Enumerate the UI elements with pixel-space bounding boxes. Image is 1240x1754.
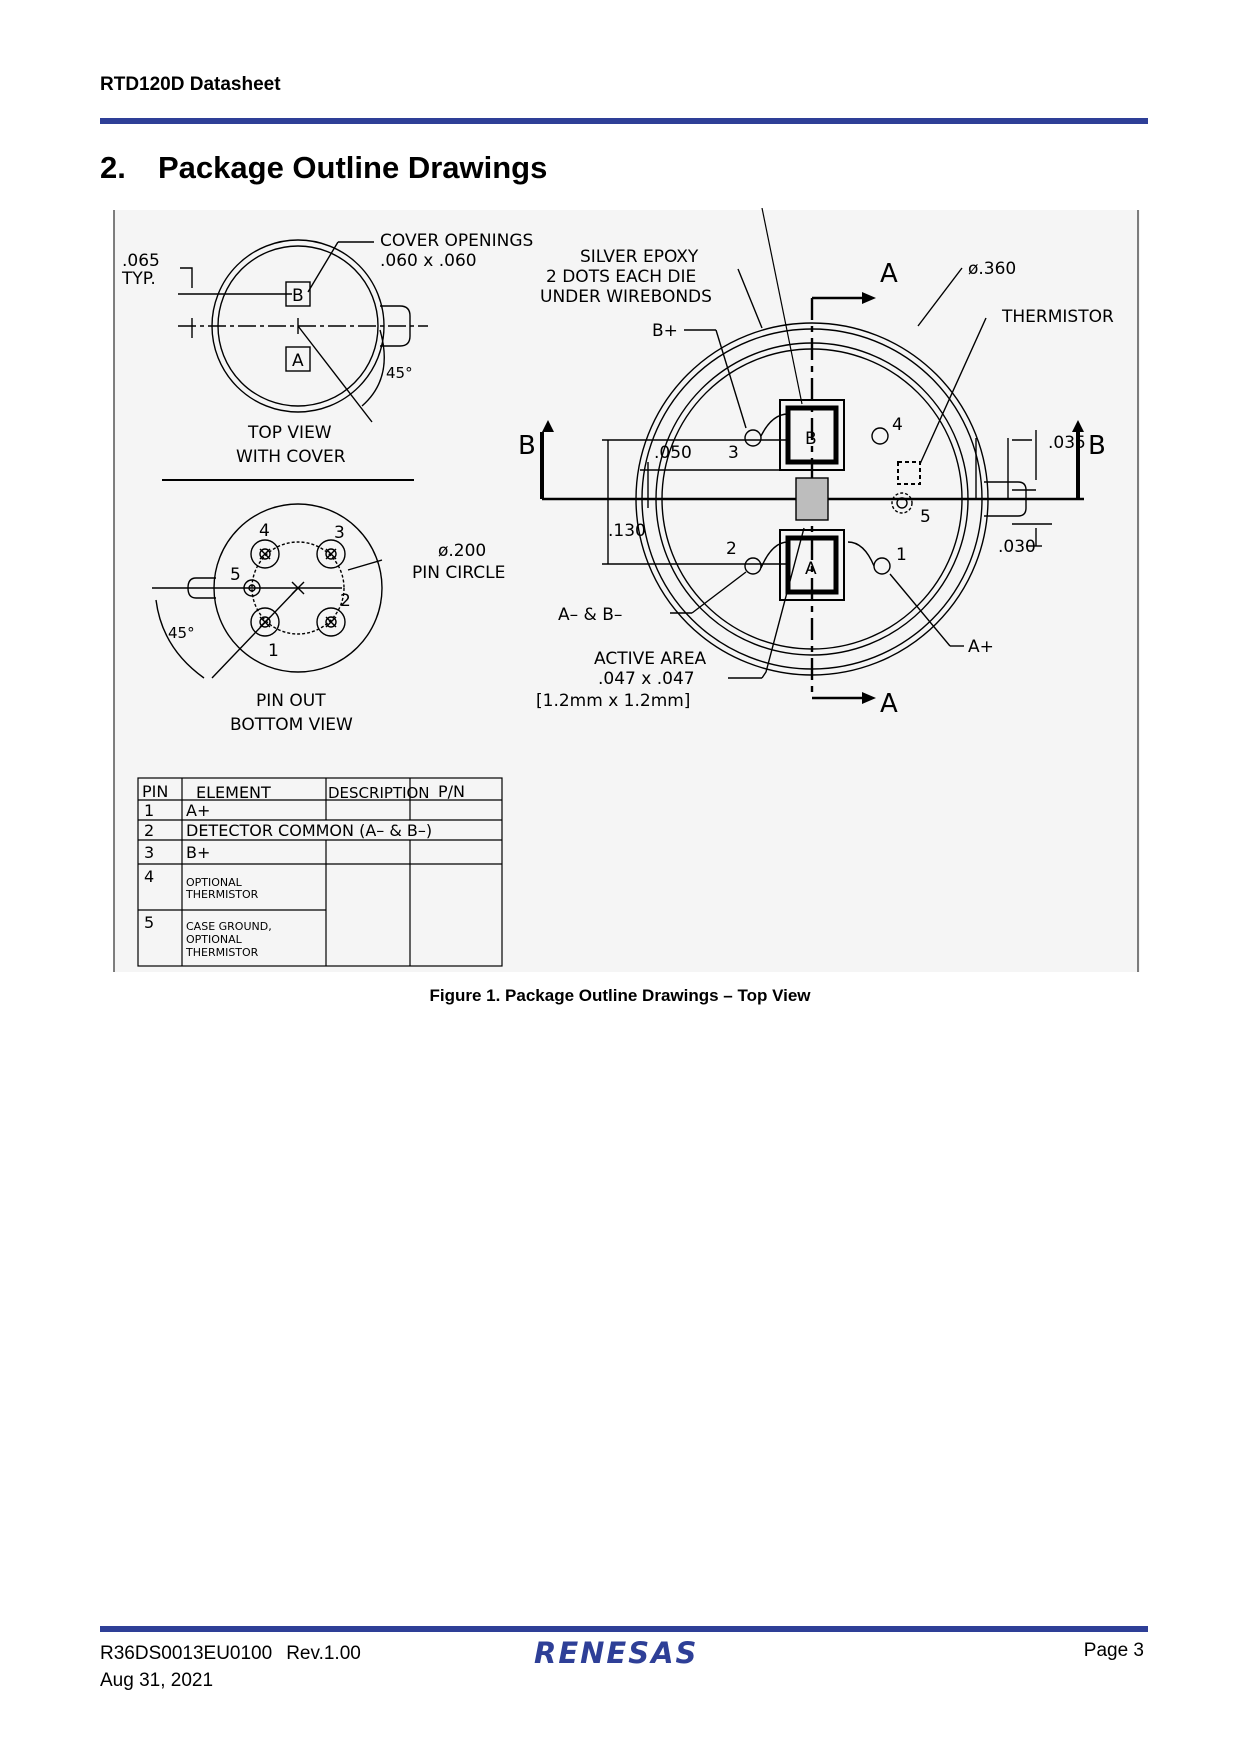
- diameter-360-text: ø.360: [968, 259, 1017, 279]
- cover-size-text: .060 x .060: [380, 251, 477, 271]
- table-row-2-pin: 2: [144, 821, 155, 840]
- typ-text: TYP.: [122, 269, 156, 289]
- section-heading: [100, 150, 547, 186]
- header-rule: [100, 118, 1148, 124]
- section-b-left-label: B: [518, 431, 536, 461]
- pin-4-text: 4: [892, 415, 903, 435]
- cover-label-a: A: [292, 351, 304, 371]
- dim-035-text: .035: [1048, 433, 1086, 453]
- top-view-title-2: WITH COVER: [236, 447, 346, 467]
- logo-wordmark: RENESAS: [534, 1636, 699, 1670]
- table-header-pn: P/N: [438, 782, 466, 801]
- pin-5-text: 5: [920, 507, 931, 527]
- table-row-1-pin: 1: [144, 801, 155, 820]
- a-minus-b-minus-text: A– & B–: [558, 605, 623, 625]
- die-b-label: B: [805, 429, 817, 449]
- dim-130-text: .130: [608, 521, 646, 541]
- package-outline-drawing: [112, 208, 1142, 974]
- section-a-top-label: A: [880, 259, 898, 289]
- footer-doc-info: [100, 1640, 361, 1694]
- pin-3-text: 3: [728, 443, 739, 463]
- dim-030-text: .030: [998, 537, 1036, 557]
- bottom-view-title-2: BOTTOM VIEW: [230, 715, 353, 735]
- top-angle-text: 45°: [386, 364, 413, 382]
- table-row-1-element: A+: [186, 801, 211, 820]
- section-a-bottom-label: A: [880, 689, 898, 719]
- table-row-5-element-line2: OPTIONAL: [186, 933, 242, 946]
- footer-rule: [100, 1626, 1148, 1632]
- active-mm-text: [1.2mm x 1.2mm]: [536, 691, 691, 711]
- bottom-pin-4-label: 4: [259, 521, 270, 541]
- a-plus-text: A+: [968, 637, 994, 657]
- active-size-text: .047 x .047: [598, 669, 695, 689]
- table-row-5-pin: 5: [144, 913, 155, 932]
- b-plus-text: B+: [652, 321, 678, 341]
- table-row-5-element-line3: THERMISTOR: [186, 946, 259, 959]
- table-row-2-element: DETECTOR COMMON (A– & B–): [186, 821, 433, 840]
- bottom-pin-3-label: 3: [334, 523, 345, 543]
- table-row-4-pin: 4: [144, 867, 155, 886]
- die-a-label: A: [805, 559, 817, 579]
- table-row-3-pin: 3: [144, 843, 155, 862]
- figure-background: [114, 210, 1140, 972]
- active-area-text: ACTIVE AREA: [594, 649, 707, 669]
- silver-epoxy-text-2: 2 DOTS EACH DIE: [546, 267, 697, 287]
- silver-epoxy-text-3: UNDER WIREBONDS: [540, 287, 712, 307]
- top-view-title-1: TOP VIEW: [248, 423, 332, 443]
- table-row-3-element: B+: [186, 843, 211, 862]
- cover-openings-text: COVER OPENINGS: [380, 231, 534, 251]
- dim-065-text: .065: [122, 251, 160, 271]
- thermistor-text: THERMISTOR: [1002, 307, 1114, 327]
- doc-number: R36DS0013EU0100: [100, 1643, 273, 1664]
- cover-label-b: B: [292, 286, 304, 306]
- renesas-logo: [530, 1636, 720, 1670]
- pin-1-text: 1: [896, 545, 907, 565]
- section-b-right-label: B: [1088, 431, 1106, 461]
- bottom-angle-text: 45°: [168, 624, 195, 642]
- silver-epoxy-text-1: SILVER EPOXY: [580, 247, 699, 267]
- table-header-description: DESCRIPTION: [328, 784, 430, 802]
- section-title: Package Outline Drawings: [158, 150, 548, 185]
- figure-caption: Figure 1. Package Outline Drawings – Top View: [429, 986, 811, 1005]
- pin-circle-text: PIN CIRCLE: [412, 563, 506, 583]
- page-number: Page 3: [1083, 1640, 1144, 1661]
- center-pad: [796, 478, 828, 520]
- revision: Rev.1.00: [286, 1643, 361, 1664]
- pin-2-text: 2: [726, 539, 737, 559]
- bottom-pin-1-label: 1: [268, 641, 279, 661]
- pin-circle-dia-text: ø.200: [438, 541, 487, 561]
- bottom-pin-2-label: 2: [340, 591, 351, 611]
- section-number: 2.: [100, 150, 126, 185]
- doc-date: Aug 31, 2021: [100, 1670, 214, 1691]
- table-header-element: ELEMENT: [196, 783, 271, 802]
- document-title: RTD120D Datasheet: [100, 74, 281, 95]
- bottom-pin-5-label: 5: [230, 565, 241, 585]
- table-row-4-element-line2: THERMISTOR: [186, 888, 259, 901]
- bottom-view-title-1: PIN OUT: [256, 691, 326, 711]
- dim-050-text: .050: [654, 443, 692, 463]
- table-row-5-element-line1: CASE GROUND,: [186, 920, 272, 933]
- table-row-4-element-line1: OPTIONAL: [186, 876, 242, 889]
- table-header-pin: PIN: [142, 782, 169, 801]
